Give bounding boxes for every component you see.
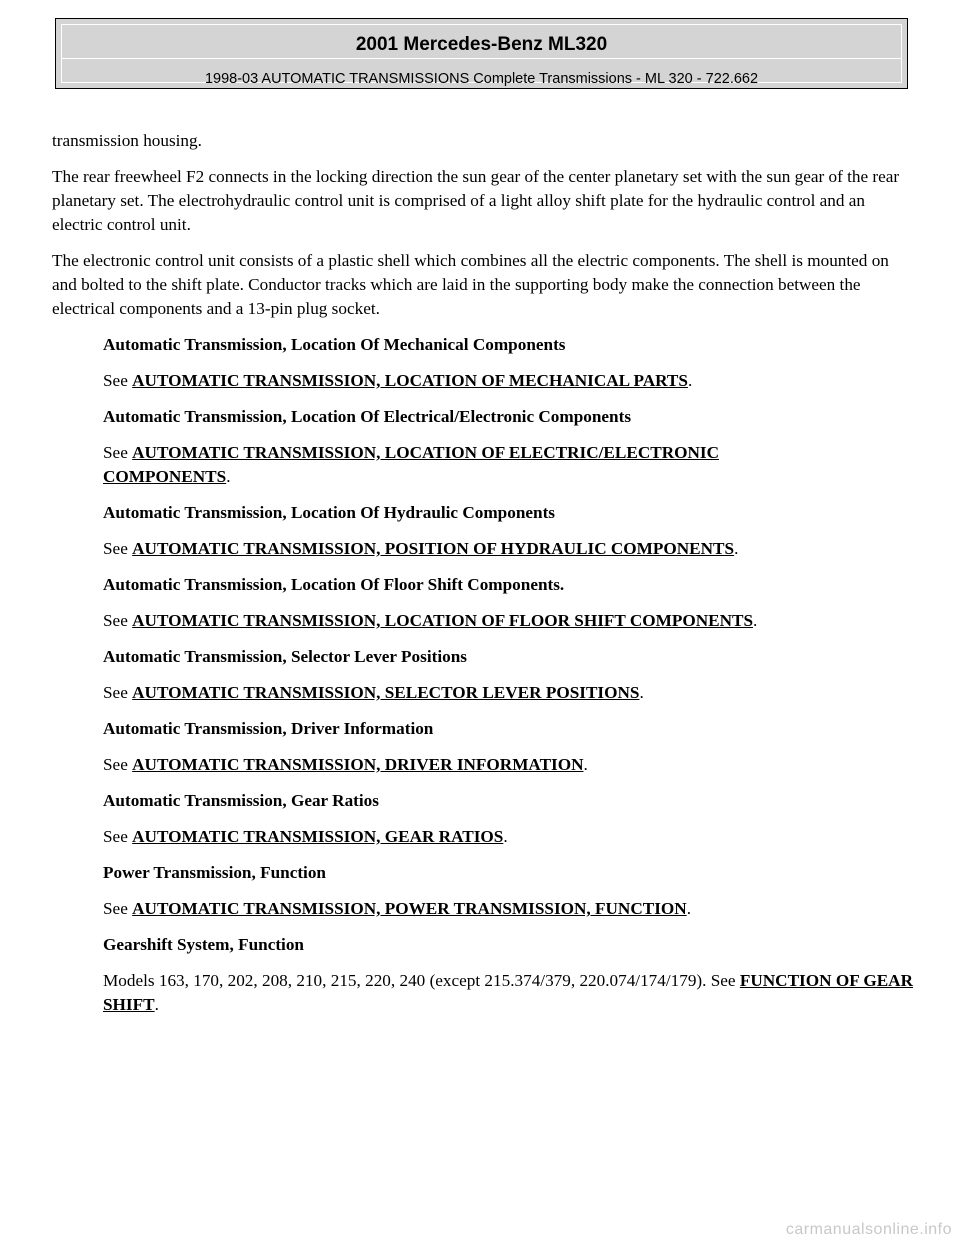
body-paragraph: transmission housing.: [52, 131, 202, 150]
reference-link[interactable]: AUTOMATIC TRANSMISSION, LOCATION OF FLOOR SHIFT COMPONENTS: [132, 611, 754, 630]
header-divider: [62, 58, 901, 59]
see-reference: [103, 441, 793, 489]
see-prefix: See: [103, 539, 133, 558]
see-suffix: .: [503, 827, 508, 846]
see-prefix: See: [103, 683, 133, 702]
see-suffix: .: [686, 899, 691, 918]
see-suffix: .: [583, 755, 588, 774]
see-suffix: .: [687, 371, 693, 390]
see-prefix: See: [103, 755, 133, 774]
body-paragraph: The electronic control unit consists of a plastic shell which combines all the electric components. The shell is mounted on and bolted to the shift plate. Conductor tracks which are laid in the supporting body make the connection between the electrical components and a 13-pin plug socket.: [52, 251, 889, 318]
reference-link[interactable]: AUTOMATIC TRANSMISSION, LOCATION OF MECHANICAL PARTS: [132, 371, 688, 390]
reference-link[interactable]: AUTOMATIC TRANSMISSION, DRIVER INFORMATION: [132, 755, 584, 774]
header-subtitle: 1998-03 AUTOMATIC TRANSMISSIONS Complete Transmissions - ML 320 - 722.662: [204, 71, 759, 87]
see-reference: [103, 369, 914, 393]
document-header: [55, 18, 908, 89]
section-heading: Automatic Transmission, Location Of Electrical/Electronic Components: [103, 407, 632, 426]
reference-link[interactable]: AUTOMATIC TRANSMISSION, POWER TRANSMISSION, FUNCTION: [132, 899, 687, 918]
reference-link[interactable]: AUTOMATIC TRANSMISSION, GEAR RATIOS: [132, 827, 504, 846]
section-heading: Automatic Transmission, Location Of Hydraulic Components: [103, 503, 555, 522]
section-heading: Automatic Transmission, Selector Lever Positions: [103, 647, 467, 666]
reference-link[interactable]: FUNCTION OF GEAR SHIFT: [103, 971, 914, 1014]
see-suffix: .: [734, 539, 739, 558]
reference-link[interactable]: AUTOMATIC TRANSMISSION, POSITION OF HYDRAULIC COMPONENTS: [132, 539, 735, 558]
see-prefix: See: [103, 899, 133, 918]
see-reference: [103, 825, 914, 849]
see-suffix: .: [753, 611, 758, 630]
document-body: [52, 129, 914, 1017]
see-reference: [103, 897, 914, 921]
see-prefix: Models 163, 170, 202, 208, 210, 215, 220, 240 (except 215.374/379, 220.074/174/179). See: [103, 971, 740, 990]
see-suffix: .: [639, 683, 644, 702]
site-watermark: carmanualsonline.info: [785, 1221, 952, 1238]
see-prefix: See: [103, 611, 133, 630]
see-reference: [103, 537, 914, 561]
section-heading: Automatic Transmission, Location Of Mechanical Components: [103, 335, 566, 354]
see-suffix: .: [154, 995, 159, 1014]
see-suffix: .: [226, 467, 231, 486]
reference-link[interactable]: AUTOMATIC TRANSMISSION, LOCATION OF ELECTRIC/ELECTRONIC COMPONENTS: [103, 443, 719, 486]
header-title: 2001 Mercedes-Benz ML320: [355, 34, 608, 55]
section-heading: Gearshift System, Function: [103, 935, 304, 954]
see-prefix: See: [103, 371, 133, 390]
header-inner-frame: [61, 24, 902, 87]
see-prefix: See: [103, 443, 133, 462]
section-heading: Power Transmission, Function: [103, 863, 326, 882]
reference-link[interactable]: AUTOMATIC TRANSMISSION, SELECTOR LEVER POSITIONS: [132, 683, 640, 702]
see-reference: [103, 969, 914, 1017]
see-prefix: See: [103, 827, 133, 846]
see-reference: [103, 753, 914, 777]
section-heading: Automatic Transmission, Location Of Floor Shift Components.: [103, 575, 565, 594]
see-reference: [103, 681, 914, 705]
body-paragraph: The rear freewheel F2 connects in the locking direction the sun gear of the center planetary set with the sun gear of the rear planetary set. The electrohydraulic control unit is comprised of a light alloy shift plate for the hydraulic control and an electric control unit.: [52, 167, 900, 234]
see-reference: [103, 609, 914, 633]
section-heading: Automatic Transmission, Driver Information: [103, 719, 434, 738]
section-heading: Automatic Transmission, Gear Ratios: [103, 791, 379, 810]
